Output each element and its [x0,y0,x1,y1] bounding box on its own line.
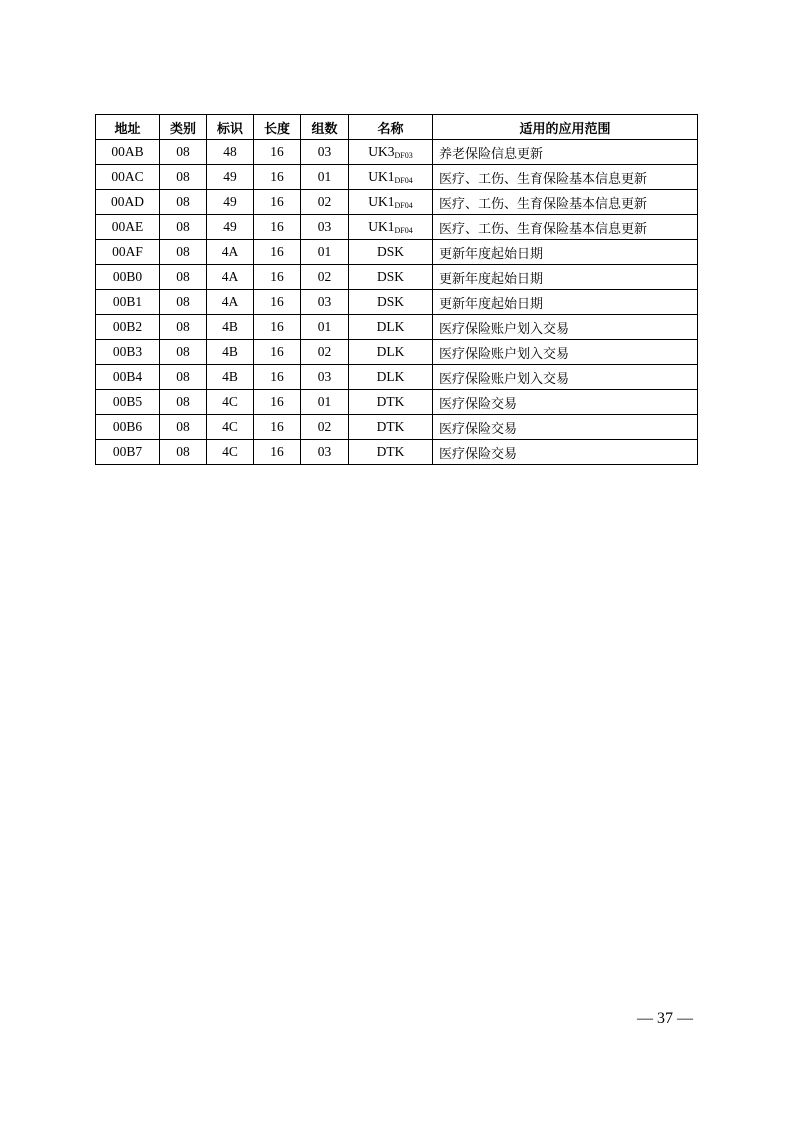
cell-name [349,340,433,365]
cell-name-main: DTK [376,444,405,459]
table-body [96,140,698,465]
table-row [96,140,698,165]
cell-category: 08 [160,340,207,365]
cell-name-subscript: DF04 [394,201,413,210]
table-row [96,190,698,215]
cell-id: 4B [207,315,254,340]
cell-name-main: DLK [376,344,405,359]
cell-scope: 更新年度起始日期 [433,290,698,315]
cell-category: 08 [160,215,207,240]
cell-id: 49 [207,165,254,190]
cell-category: 08 [160,140,207,165]
cell-category: 08 [160,365,207,390]
cell-address: 00AD [96,190,160,215]
cell-address: 00B6 [96,415,160,440]
cell-name-subscript: DF04 [394,226,413,235]
cell-length: 16 [254,215,301,240]
cell-scope: 医疗保险账户划入交易 [433,365,698,390]
cell-scope: 医疗、工伤、生育保险基本信息更新 [433,190,698,215]
cell-scope: 医疗、工伤、生育保险基本信息更新 [433,165,698,190]
cell-name [349,365,433,390]
cell-length: 16 [254,315,301,340]
cell-address: 00AB [96,140,160,165]
cell-groups: 01 [301,240,349,265]
cell-name-main: UK1 [368,169,395,184]
cell-address: 00B5 [96,390,160,415]
cell-id: 4A [207,240,254,265]
cell-category: 08 [160,390,207,415]
cell-address: 00B0 [96,265,160,290]
cell-category: 08 [160,265,207,290]
cell-address: 00AE [96,215,160,240]
header-address: 地址 [96,115,160,140]
cell-groups: 03 [301,215,349,240]
header-length: 长度 [254,115,301,140]
cell-address: 00AC [96,165,160,190]
cell-length: 16 [254,440,301,465]
cell-length: 16 [254,140,301,165]
table-row [96,265,698,290]
cell-name [349,440,433,465]
cell-name [349,215,433,240]
cell-name-main: DLK [376,319,405,334]
table-row [96,340,698,365]
cell-groups: 03 [301,440,349,465]
cell-category: 08 [160,440,207,465]
cell-name-main: DLK [376,369,405,384]
cell-name-main: DSK [376,294,404,309]
cell-category: 08 [160,415,207,440]
cell-category: 08 [160,290,207,315]
cell-id: 48 [207,140,254,165]
cell-groups: 02 [301,265,349,290]
cell-length: 16 [254,265,301,290]
cell-groups: 01 [301,165,349,190]
cell-name-subscript: DF04 [394,176,413,185]
cell-length: 16 [254,340,301,365]
cell-groups: 01 [301,390,349,415]
cell-length: 16 [254,415,301,440]
page-number: — 37 — [637,1010,693,1027]
table-row [96,290,698,315]
header-groups: 组数 [301,115,349,140]
cell-category: 08 [160,315,207,340]
cell-scope: 医疗保险交易 [433,440,698,465]
cell-id: 4C [207,390,254,415]
cell-id: 49 [207,215,254,240]
cell-id: 4C [207,440,254,465]
cell-name-main: DTK [376,419,405,434]
cell-address: 00B2 [96,315,160,340]
cell-name-main: UK1 [368,194,395,209]
cell-category: 08 [160,190,207,215]
cell-scope: 养老保险信息更新 [433,140,698,165]
cell-scope: 医疗、工伤、生育保险基本信息更新 [433,215,698,240]
cell-name-main: DSK [376,269,404,284]
header-name: 名称 [349,115,433,140]
cell-scope: 医疗保险交易 [433,390,698,415]
cell-name [349,290,433,315]
cell-length: 16 [254,165,301,190]
cell-length: 16 [254,365,301,390]
cell-length: 16 [254,190,301,215]
cell-groups: 01 [301,315,349,340]
header-scope: 适用的应用范围 [433,115,698,140]
cell-id: 4A [207,265,254,290]
cell-scope: 医疗保险账户划入交易 [433,340,698,365]
table-row [96,365,698,390]
table-row [96,390,698,415]
cell-name-main: DTK [376,394,405,409]
cell-length: 16 [254,240,301,265]
table-row [96,315,698,340]
cell-length: 16 [254,390,301,415]
cell-name [349,390,433,415]
cell-scope: 更新年度起始日期 [433,240,698,265]
cell-name [349,265,433,290]
cell-name-main: UK3 [368,144,395,159]
cell-groups: 02 [301,190,349,215]
table-row [96,240,698,265]
cell-name [349,415,433,440]
cell-groups: 03 [301,365,349,390]
cell-groups: 02 [301,415,349,440]
cell-scope: 医疗保险账户划入交易 [433,315,698,340]
cell-address: 00B4 [96,365,160,390]
cell-groups: 03 [301,290,349,315]
cell-id: 4B [207,340,254,365]
cell-name-subscript: DF03 [394,151,413,160]
cell-groups: 02 [301,340,349,365]
table-row [96,215,698,240]
cell-category: 08 [160,240,207,265]
cell-name-main: UK1 [368,219,395,234]
cell-name [349,140,433,165]
cell-scope: 医疗保险交易 [433,415,698,440]
header-id: 标识 [207,115,254,140]
key-file-table [95,114,698,465]
cell-name [349,190,433,215]
cell-address: 00B1 [96,290,160,315]
cell-name [349,240,433,265]
cell-id: 4A [207,290,254,315]
cell-length: 16 [254,290,301,315]
cell-id: 49 [207,190,254,215]
cell-scope: 更新年度起始日期 [433,265,698,290]
header-category: 类别 [160,115,207,140]
cell-name-main: DSK [376,244,404,259]
cell-groups: 03 [301,140,349,165]
table-row [96,415,698,440]
cell-name [349,165,433,190]
cell-address: 00B3 [96,340,160,365]
cell-id: 4C [207,415,254,440]
table-header-row [96,115,698,140]
cell-id: 4B [207,365,254,390]
cell-address: 00B7 [96,440,160,465]
cell-address: 00AF [96,240,160,265]
cell-name [349,315,433,340]
cell-category: 08 [160,165,207,190]
table-row [96,440,698,465]
table-row [96,165,698,190]
